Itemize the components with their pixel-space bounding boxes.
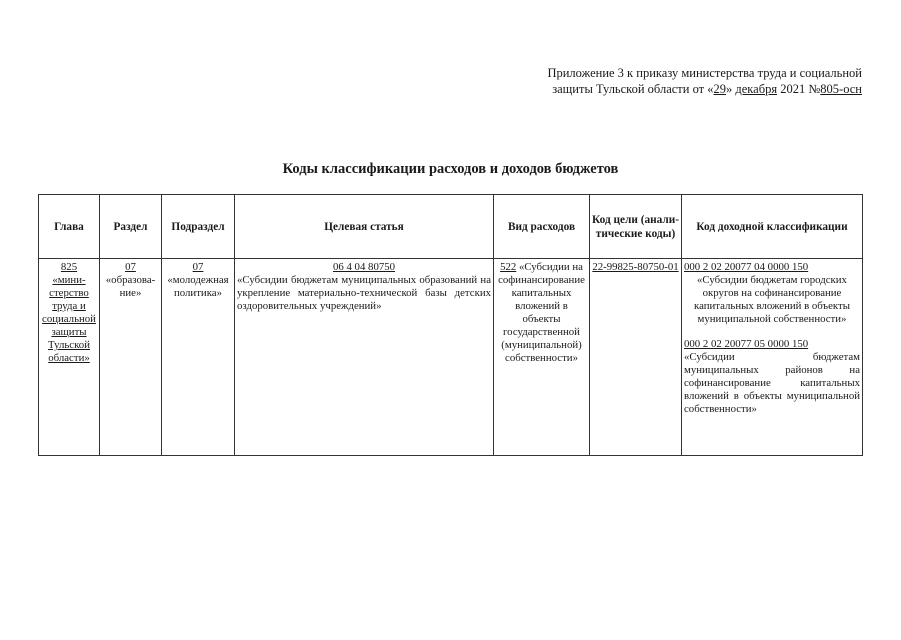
- kod-tseli-value: 22-99825-80750-01: [592, 261, 679, 273]
- cell-glava: [39, 259, 100, 456]
- cell-tselevaya-statya: [235, 259, 494, 456]
- header-podrazdel: Подраздел: [162, 195, 235, 259]
- cell-razdel: [100, 259, 162, 456]
- table-row: [39, 259, 863, 456]
- header-glava: Глава: [39, 195, 100, 259]
- cell-podrazdel: [162, 259, 235, 456]
- dokhod-text-1: «Субсидии бюджетам городских округов на софинансирование капитальных вложений в объекты муниципальной собственности»: [694, 274, 850, 325]
- razdel-text: «образова-ние»: [105, 274, 156, 299]
- cell-kod-dokhodnoy: [682, 259, 863, 456]
- table-header-row: [39, 195, 863, 259]
- glava-code: 825: [60, 261, 78, 273]
- header-kod-tseli: Код цели (анали-тические коды): [590, 195, 682, 259]
- header-kod-dokhodnoy: Код доходной классификации: [682, 195, 863, 259]
- appendix-note: [470, 65, 862, 97]
- document-title: Коды классификации расходов и доходов бюджетов: [282, 161, 619, 177]
- dokhod-code-1: 000 2 02 20077 04 0000 150: [684, 261, 809, 273]
- classification-table: [38, 194, 863, 456]
- cell-vid-raskhodov: [494, 259, 590, 456]
- order-number: 805-осн: [820, 82, 862, 96]
- header-razdel: Раздел: [100, 195, 162, 259]
- glava-text: «мини-стерство труда и социальной защиты Тульской области»: [42, 274, 96, 364]
- appendix-line-1: Приложение 3 к приказу министерства труда и социальной: [547, 66, 862, 80]
- spacer: [684, 326, 860, 338]
- order-month: декабря: [735, 82, 778, 96]
- appendix-line-2: защиты Тульской области от «29» декабря 2021 №805-осн: [552, 82, 862, 96]
- cell-kod-tseli: [590, 259, 682, 456]
- dokhod-text-2: «Субсидии бюджетам муниципальных районов на софинансирование капитальных вложений в объекты муниципальной собственности»: [684, 351, 860, 415]
- podrazdel-code: 07: [192, 261, 204, 273]
- tselevaya-code: 06 4 04 80750: [332, 261, 396, 273]
- header-vid-raskhodov: Вид расходов: [494, 195, 590, 259]
- tselevaya-text: «Субсидии бюджетам муниципальных образований на укрепление материально-технической базы детских оздоровительных учреждений»: [237, 274, 491, 312]
- razdel-code: 07: [125, 261, 136, 273]
- order-day: 29: [713, 82, 727, 96]
- vid-code: 522: [500, 261, 517, 273]
- vid-text: «Субсидии на софинансирование капитальных вложений в объекты государственной (муниципальной) собственности»: [498, 261, 585, 364]
- dokhod-code-2: 000 2 02 20077 05 0000 150: [684, 338, 809, 350]
- podrazdel-text: «молодежная политика»: [167, 274, 229, 299]
- header-tselevaya-statya: Целевая статья: [235, 195, 494, 259]
